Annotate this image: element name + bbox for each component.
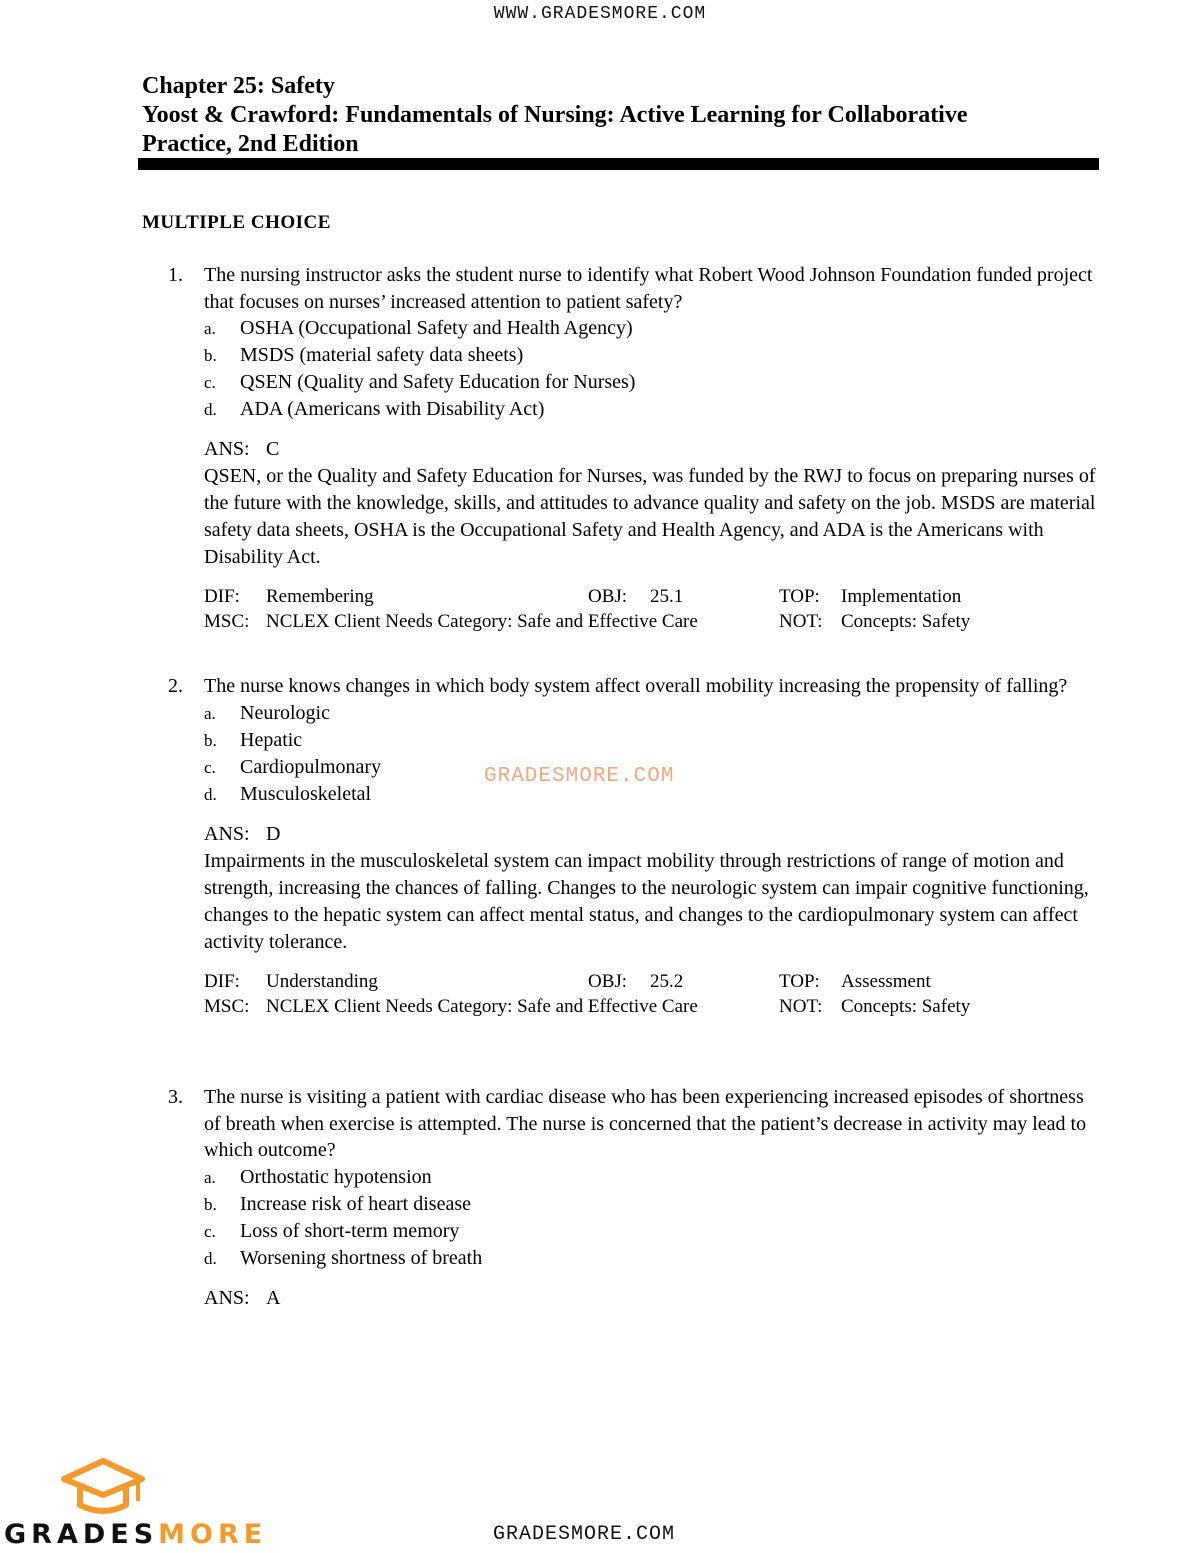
msc: NCLEX Client Needs Category: Safe and Effective Care — [266, 995, 698, 1017]
question-stem: The nurse knows changes in which body system affect overall mobility increasing the propensity of falling? — [204, 675, 1068, 697]
answer: ANS: C — [204, 438, 280, 460]
answer-letter: A — [266, 1286, 281, 1309]
option-b: b. Increase risk of heart disease — [204, 1192, 471, 1215]
topic: Assessment — [841, 970, 931, 992]
option-c: c. Cardiopulmonary — [204, 755, 382, 778]
question-3 — [168, 1084, 1098, 1312]
objective: 25.2 — [650, 970, 684, 992]
options-list — [204, 1164, 1098, 1272]
msc: NCLEX Client Needs Category: Safe and Effective Care — [266, 611, 698, 632]
question-1 — [168, 262, 1098, 634]
option-a: a. Neurologic — [204, 701, 330, 724]
document-title — [142, 72, 1102, 159]
header-watermark: WWW.GRADESMORE.COM — [493, 4, 707, 24]
option-c: c. Loss of short-term memory — [204, 1219, 460, 1242]
book-title: Yoost & Crawford: Fundamentals of Nursing: Active Learning for Collaborative — [142, 102, 968, 128]
book-title-continued: Practice, 2nd Edition — [142, 131, 359, 157]
question-metadata: DIF: Understanding OBJ: 25.2 TOP: Assessment MSC: NCLEX Client Needs Category: Safe and Effective Care NOT: Concepts: Safety — [204, 970, 971, 1017]
topic: Implementation — [841, 586, 962, 607]
option-a: a. Orthostatic hypotension — [204, 1165, 432, 1188]
rationale: QSEN, or the Quality and Safety Education for Nurses, was funded by the RWJ to focus on preparing nurses of the future with the knowledge, skills, and attitudes to advance quality and safety on the job. MSDS are material safety data sheets, OSHA is the Occupational Safety and Health Agency, and ADA is the Americans with Disability Act. — [204, 465, 1096, 568]
options-list — [204, 700, 1098, 808]
center-watermark: GRADESMORE.COM — [484, 765, 675, 788]
difficulty: Remembering — [266, 586, 374, 607]
chapter-title: Chapter 25: Safety — [142, 73, 335, 99]
question-number: 1. — [168, 264, 183, 286]
question-number: 3. — [168, 1086, 183, 1108]
option-d: d. Musculoskeletal — [204, 782, 372, 805]
option-a: a. OSHA (Occupational Safety and Health Agency) — [204, 317, 633, 339]
question-2 — [168, 673, 1098, 1019]
notes: Concepts: Safety — [841, 611, 971, 632]
brand-logo: GRADESMORE — [4, 1519, 268, 1550]
objective: 25.1 — [650, 586, 684, 607]
option-d: d. ADA (Americans with Disability Act) — [204, 398, 545, 420]
difficulty: Understanding — [266, 970, 378, 992]
notes: Concepts: Safety — [841, 995, 971, 1017]
option-c: c. QSEN (Quality and Safety Education for Nurses) — [204, 371, 636, 393]
question-stem: The nursing instructor asks the student nurse to identify what Robert Wood Johnson Foundation funded project that focuses on nurses’ increased attention to patient safety? — [204, 264, 1093, 313]
title-divider — [138, 158, 1099, 170]
question-metadata: DIF: Remembering OBJ: 25.1 TOP: Implementation MSC: NCLEX Client Needs Category: Safe and Effective Care NOT: Concepts: Safety — [204, 586, 971, 632]
answer: ANS: D — [204, 822, 281, 845]
option-b: b. MSDS (material safety data sheets) — [204, 344, 524, 366]
option-d: d. Worsening shortness of breath — [204, 1246, 483, 1269]
section-heading: MULTIPLE CHOICE — [142, 212, 331, 233]
options-list — [204, 315, 1098, 423]
option-b: b. Hepatic — [204, 728, 303, 751]
answer-letter: D — [266, 822, 281, 845]
footer-watermark: GRADESMORE.COM — [493, 1523, 676, 1546]
rationale: Impairments in the musculoskeletal system can impact mobility through restrictions of range of motion and strength, increasing the chances of falling. Changes to the neurologic system can impair cognitive functioning, changes to the hepatic system can affect mental status, and changes to the cardiopulmonary system can affect activity tolerance. — [204, 849, 1089, 953]
question-number: 2. — [168, 675, 183, 697]
answer: ANS: A — [204, 1286, 281, 1309]
answer-letter: C — [266, 438, 280, 460]
question-stem: The nurse is visiting a patient with cardiac disease who has been experiencing increased episodes of shortness of breath when exercise is attempted. The nurse is concerned that the patient’s decrease in activity may lead to which outcome? — [204, 1086, 1087, 1161]
